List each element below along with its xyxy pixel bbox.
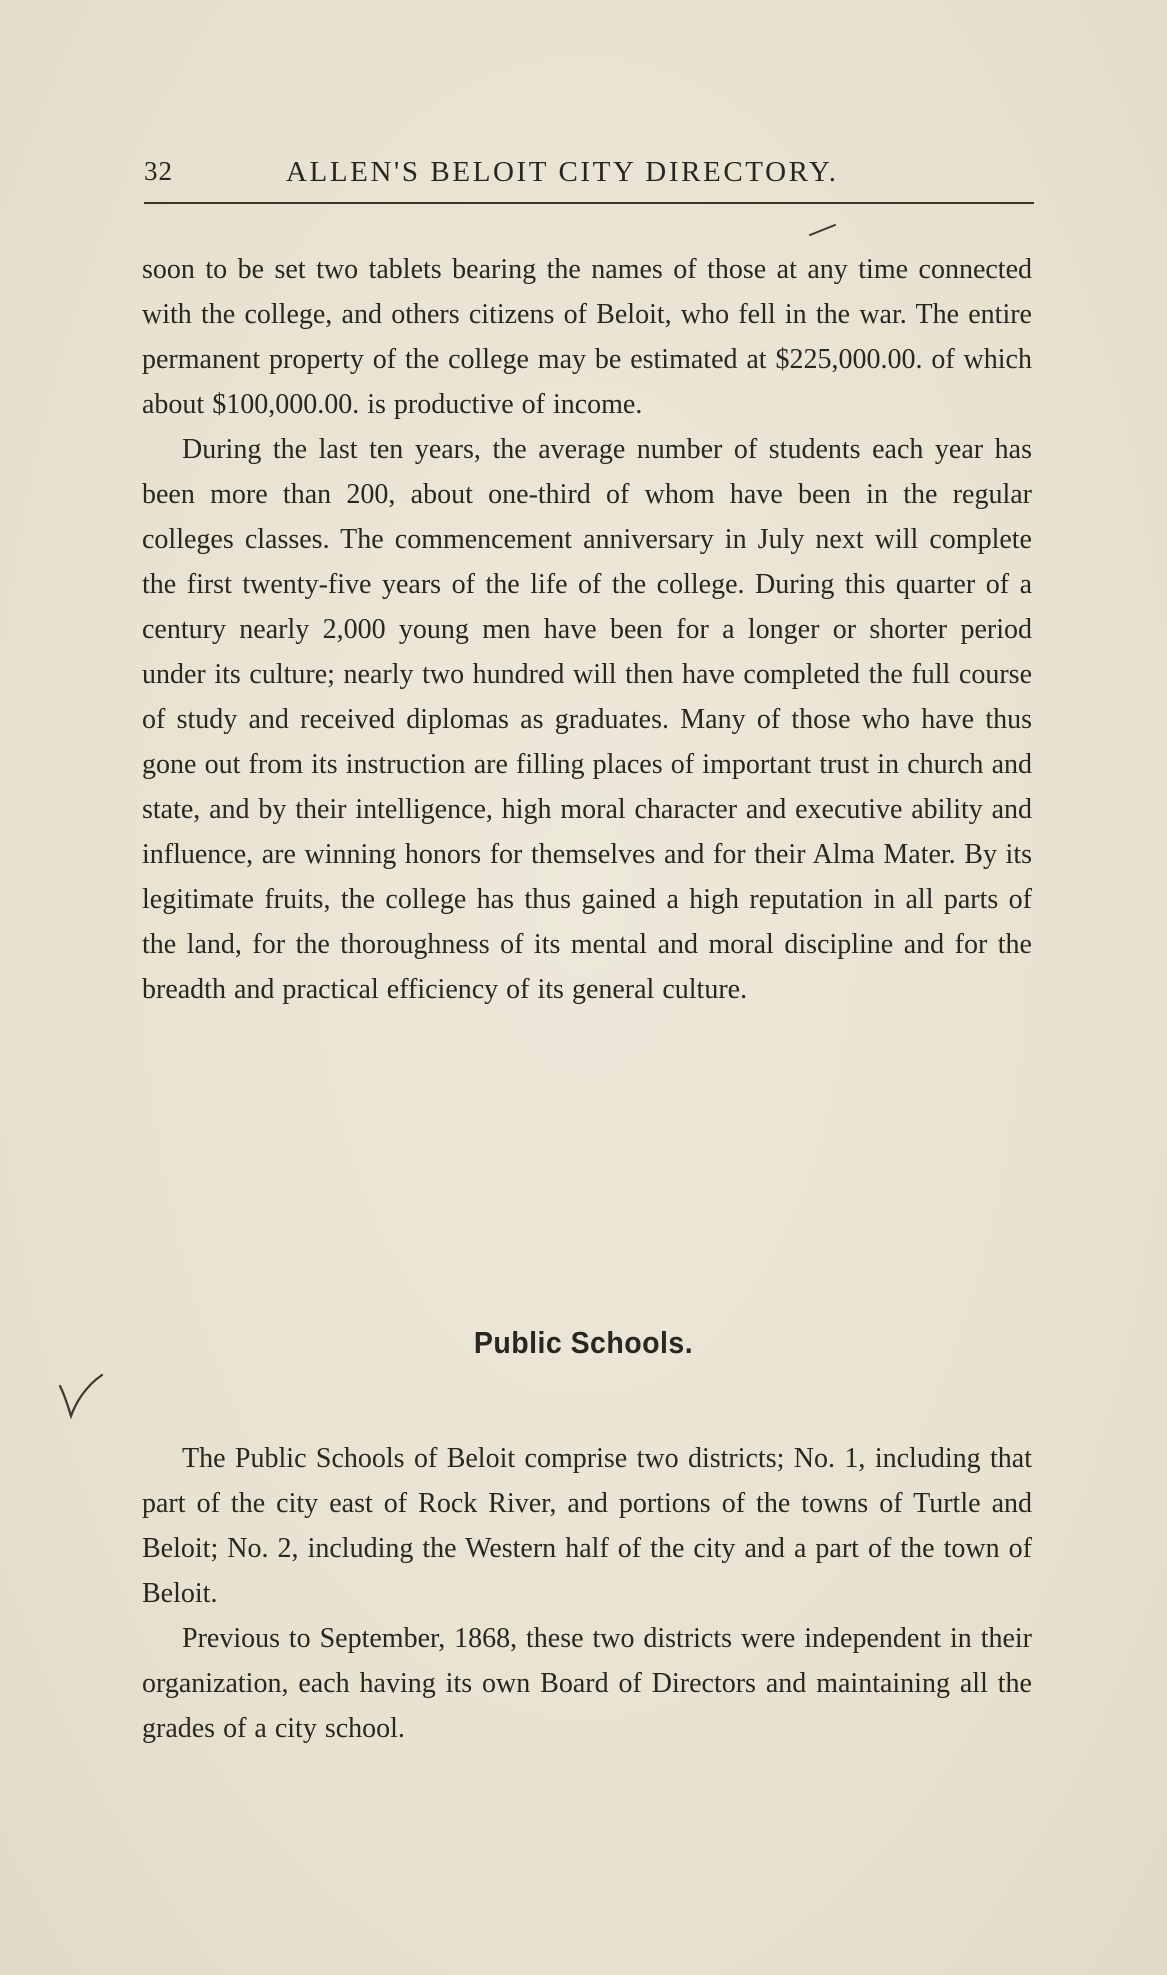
schools-paragraph-2: Previous to September, 1868, these two districts were independent in their organization, each having its own Board of Directors and maintaining all the grades of a city school. [142,1623,1032,1744]
public-schools-section [142,1436,1032,1751]
header-rule [144,202,1034,204]
page-number: 32 [144,156,173,186]
schools-paragraph-1: The Public Schools of Beloit comprise two districts; No. 1, including that part of the city east of Rock River, and portions of the towns of Turtle and Beloit; No. 2, including the Western half of the city and a part of the town of Beloit. [142,1443,1032,1609]
college-section [142,247,1032,1012]
college-paragraph-2: During the last ten years, the average number of students each year has been more than 200, about one-third of whom have been in the regular colleges classes. The commencement anniversary in July next will complete the first twenty-five years of the life of the college. During this quarter of a century nearly 2,000 young men have been for a longer or shorter period under its culture; nearly two hundred will then have completed the full course of study and received diplomas as graduates. Many of those who have thus gone out from its instruction are filling places of important trust in church and state, and by their intelligence, high moral character and executive ability and influence, are winning honors for themselves and for their Alma Mater. By its legitimate fruits, the college has thus gained a high reputation in all parts of the land, for the thoroughness of its mental and moral discipline and for the breadth and practical efficiency of its general culture. [142,434,1032,1005]
running-title: ALLEN'S BELOIT CITY DIRECTORY. [286,156,839,188]
pencil-tick-icon [808,222,838,238]
pencil-checkmark-icon [56,1372,106,1424]
page-header [144,150,1034,194]
section-heading-public-schools: Public Schools. [473,1325,694,1360]
college-paragraph-1: soon to be set two tablets bearing the names of those at any time connected with the college, and others citizens of Beloit, who fell in the war. The entire permanent property of the college may be estimated at $225,000.00. of which about $100,000.00. is productive of income. [142,254,1032,420]
